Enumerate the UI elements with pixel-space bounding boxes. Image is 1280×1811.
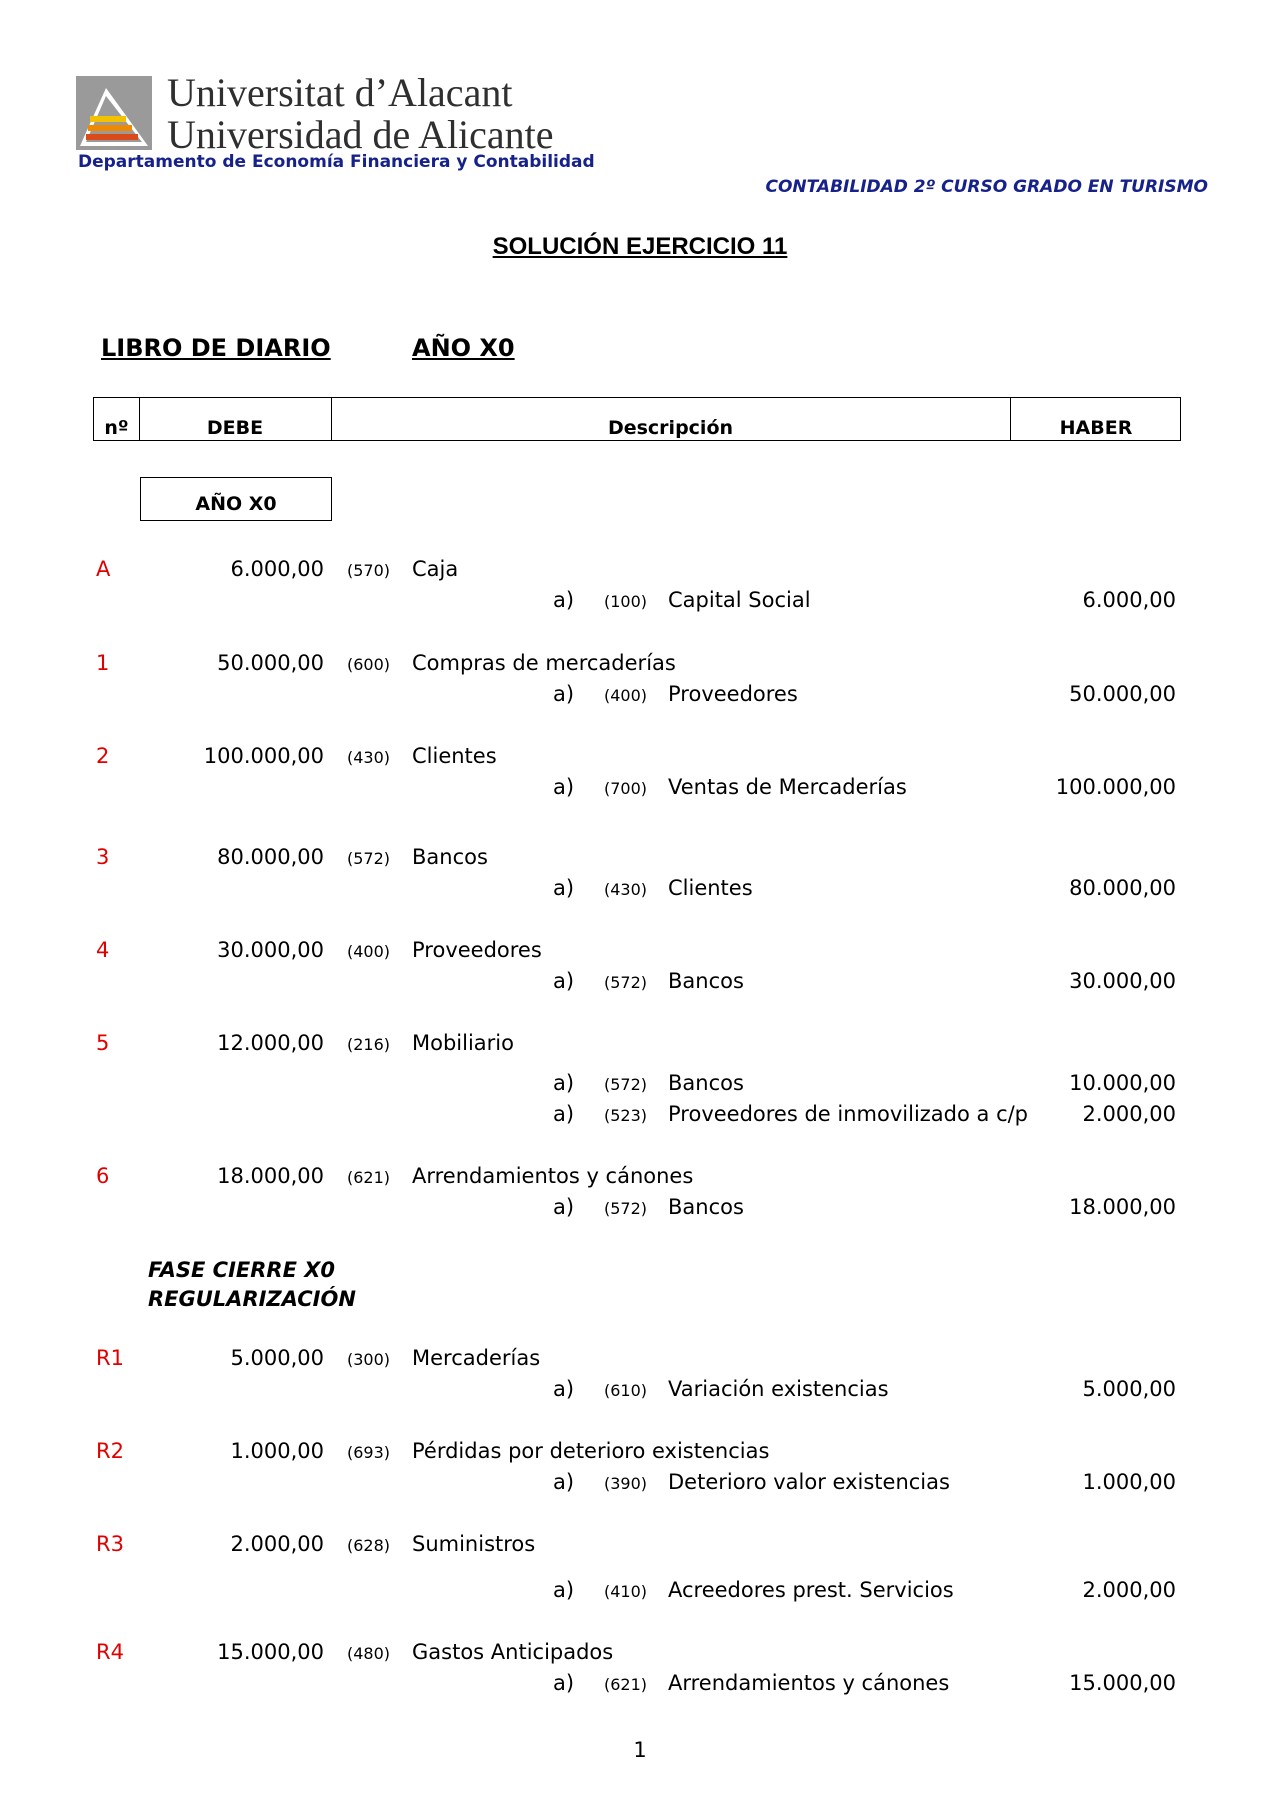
entry-number: R1	[96, 1346, 124, 1370]
credit-marker: a)	[553, 1377, 575, 1401]
debit-amount: 6.000,00	[230, 557, 324, 581]
entry-number: A	[96, 557, 111, 581]
credit-account-name: Ventas de Mercaderías	[668, 775, 907, 799]
debit-amount: 18.000,00	[217, 1164, 324, 1188]
credit-marker: a)	[553, 1071, 575, 1095]
journal-entry-credit	[0, 1469, 1280, 1495]
debit-account-name: Compras de mercaderías	[412, 651, 676, 675]
credit-marker: a)	[553, 1578, 575, 1602]
university-logo	[76, 76, 152, 150]
entry-number: R2	[96, 1439, 124, 1463]
credit-account-code: (621)	[604, 1675, 648, 1694]
journal-entry-debit	[0, 1531, 1280, 1557]
credit-marker: a)	[553, 775, 575, 799]
credit-account-code: (523)	[604, 1106, 648, 1125]
debit-account-name: Bancos	[412, 845, 488, 869]
journal-entry-credit	[0, 587, 1280, 613]
credit-amount: 10.000,00	[1069, 1071, 1176, 1095]
debit-account-name: Mobiliario	[412, 1031, 514, 1055]
section-title: LIBRO DE DIARIO	[101, 334, 331, 362]
credit-marker: a)	[553, 682, 575, 706]
credit-marker: a)	[553, 969, 575, 993]
credit-account-name: Proveedores de inmovilizado a c/p	[668, 1102, 1029, 1126]
debit-account-code: (621)	[347, 1168, 391, 1187]
section-year: AÑO X0	[412, 334, 515, 362]
debit-account-code: (480)	[347, 1644, 391, 1663]
credit-account-name: Capital Social	[668, 588, 811, 612]
university-name-valencian: Universitat d’Alacant	[167, 70, 513, 115]
department-name: Departamento de Economía Financiera y Contabilidad	[78, 152, 595, 172]
journal-entry-credit	[0, 875, 1280, 901]
debit-account-code: (300)	[347, 1350, 391, 1369]
document-title: SOLUCIÓN EJERCICIO 11	[492, 233, 788, 260]
journal-entry-debit	[0, 743, 1280, 769]
debit-account-code: (216)	[347, 1035, 391, 1054]
credit-account-name: Arrendamientos y cánones	[668, 1671, 950, 1695]
header-debe: DEBE	[206, 417, 264, 439]
journal-entry-debit	[0, 1438, 1280, 1464]
journal-entry-credit	[0, 774, 1280, 800]
journal-entry-debit	[0, 1163, 1280, 1189]
debit-amount: 2.000,00	[230, 1532, 324, 1556]
credit-amount: 80.000,00	[1069, 876, 1176, 900]
credit-account-code: (400)	[604, 686, 648, 705]
journal-entry-debit	[0, 1030, 1280, 1056]
closing-phase-heading	[148, 1256, 356, 1314]
credit-amount: 30.000,00	[1069, 969, 1176, 993]
credit-marker: a)	[553, 1470, 575, 1494]
credit-amount: 2.000,00	[1082, 1578, 1176, 1602]
entry-number: R4	[96, 1640, 124, 1664]
debit-account-name: Suministros	[412, 1532, 536, 1556]
credit-amount: 2.000,00	[1082, 1102, 1176, 1126]
journal-entry-credit	[0, 1070, 1280, 1096]
header-descripcion: Descripción	[607, 417, 734, 439]
credit-account-name: Clientes	[668, 876, 753, 900]
debit-amount: 50.000,00	[217, 651, 324, 675]
credit-account-code: (572)	[604, 973, 648, 992]
credit-account-code: (390)	[604, 1474, 648, 1493]
year-box: AÑO X0	[140, 477, 332, 521]
credit-amount: 18.000,00	[1069, 1195, 1176, 1219]
entry-number: 2	[96, 744, 110, 768]
debit-amount: 30.000,00	[217, 938, 324, 962]
credit-account-code: (100)	[604, 592, 648, 611]
journal-entry-debit	[0, 650, 1280, 676]
debit-amount: 100.000,00	[203, 744, 324, 768]
credit-account-name: Bancos	[668, 1195, 744, 1219]
journal-entry-credit	[0, 968, 1280, 994]
credit-marker: a)	[553, 1102, 575, 1126]
entry-number: 5	[96, 1031, 110, 1055]
debit-amount: 5.000,00	[230, 1346, 324, 1370]
credit-account-name: Deterioro valor existencias	[668, 1470, 950, 1494]
debit-account-name: Proveedores	[412, 938, 542, 962]
credit-marker: a)	[553, 1671, 575, 1695]
credit-account-code: (410)	[604, 1582, 648, 1601]
credit-amount: 15.000,00	[1069, 1671, 1176, 1695]
credit-account-code: (610)	[604, 1381, 648, 1400]
debit-amount: 1.000,00	[230, 1439, 324, 1463]
debit-account-name: Arrendamientos y cánones	[412, 1164, 694, 1188]
university-name-spanish: Universidad de Alicante	[167, 112, 554, 157]
debit-amount: 12.000,00	[217, 1031, 324, 1055]
header-nro: nº	[104, 417, 129, 439]
header-haber: HABER	[1059, 417, 1133, 439]
credit-marker: a)	[553, 588, 575, 612]
debit-account-name: Gastos Anticipados	[412, 1640, 614, 1664]
journal-entry-credit	[0, 1376, 1280, 1402]
closing-phase-title: FASE CIERRE X0	[148, 1258, 336, 1282]
journal-entry-credit	[0, 1577, 1280, 1603]
entry-number: 6	[96, 1164, 110, 1188]
debit-account-name: Pérdidas por deterioro existencias	[412, 1439, 770, 1463]
credit-marker: a)	[553, 1195, 575, 1219]
credit-marker: a)	[553, 876, 575, 900]
credit-amount: 6.000,00	[1082, 588, 1176, 612]
credit-amount: 5.000,00	[1082, 1377, 1176, 1401]
debit-amount: 15.000,00	[217, 1640, 324, 1664]
journal-entry-debit	[0, 937, 1280, 963]
debit-account-name: Caja	[412, 557, 459, 581]
credit-account-name: Bancos	[668, 969, 744, 993]
debit-account-code: (572)	[347, 849, 391, 868]
journal-entry-debit	[0, 556, 1280, 582]
credit-account-code: (700)	[604, 779, 648, 798]
credit-amount: 50.000,00	[1069, 682, 1176, 706]
credit-account-name: Bancos	[668, 1071, 744, 1095]
page-number: 1	[633, 1738, 647, 1762]
journal-entry-credit	[0, 681, 1280, 707]
credit-account-name: Variación existencias	[668, 1377, 889, 1401]
entry-number: R3	[96, 1532, 124, 1556]
debit-account-code: (570)	[347, 561, 391, 580]
debit-account-code: (600)	[347, 655, 391, 674]
regularization-title: REGULARIZACIÓN	[148, 1287, 356, 1311]
journal-entry-debit	[0, 1345, 1280, 1371]
journal-entry-credit	[0, 1670, 1280, 1696]
entry-number: 1	[96, 651, 110, 675]
journal-entry-credit	[0, 1101, 1280, 1127]
debit-account-code: (400)	[347, 942, 391, 961]
credit-account-name: Proveedores	[668, 682, 798, 706]
journal-entry-debit	[0, 844, 1280, 870]
credit-account-code: (430)	[604, 880, 648, 899]
debit-account-name: Clientes	[412, 744, 497, 768]
credit-account-code: (572)	[604, 1199, 648, 1218]
credit-amount: 1.000,00	[1082, 1470, 1176, 1494]
course-title: CONTABILIDAD 2º CURSO GRADO EN TURISMO	[765, 177, 1208, 197]
credit-amount: 100.000,00	[1055, 775, 1176, 799]
entry-number: 4	[96, 938, 110, 962]
debit-account-code: (430)	[347, 748, 391, 767]
debit-account-code: (693)	[347, 1443, 391, 1462]
journal-table-header	[93, 397, 1181, 441]
journal-entry-credit	[0, 1194, 1280, 1220]
entry-number: 3	[96, 845, 110, 869]
credit-account-code: (572)	[604, 1075, 648, 1094]
debit-account-name: Mercaderías	[412, 1346, 541, 1370]
debit-amount: 80.000,00	[217, 845, 324, 869]
debit-account-code: (628)	[347, 1536, 391, 1555]
credit-account-name: Acreedores prest. Servicios	[668, 1578, 954, 1602]
journal-entry-debit	[0, 1639, 1280, 1665]
